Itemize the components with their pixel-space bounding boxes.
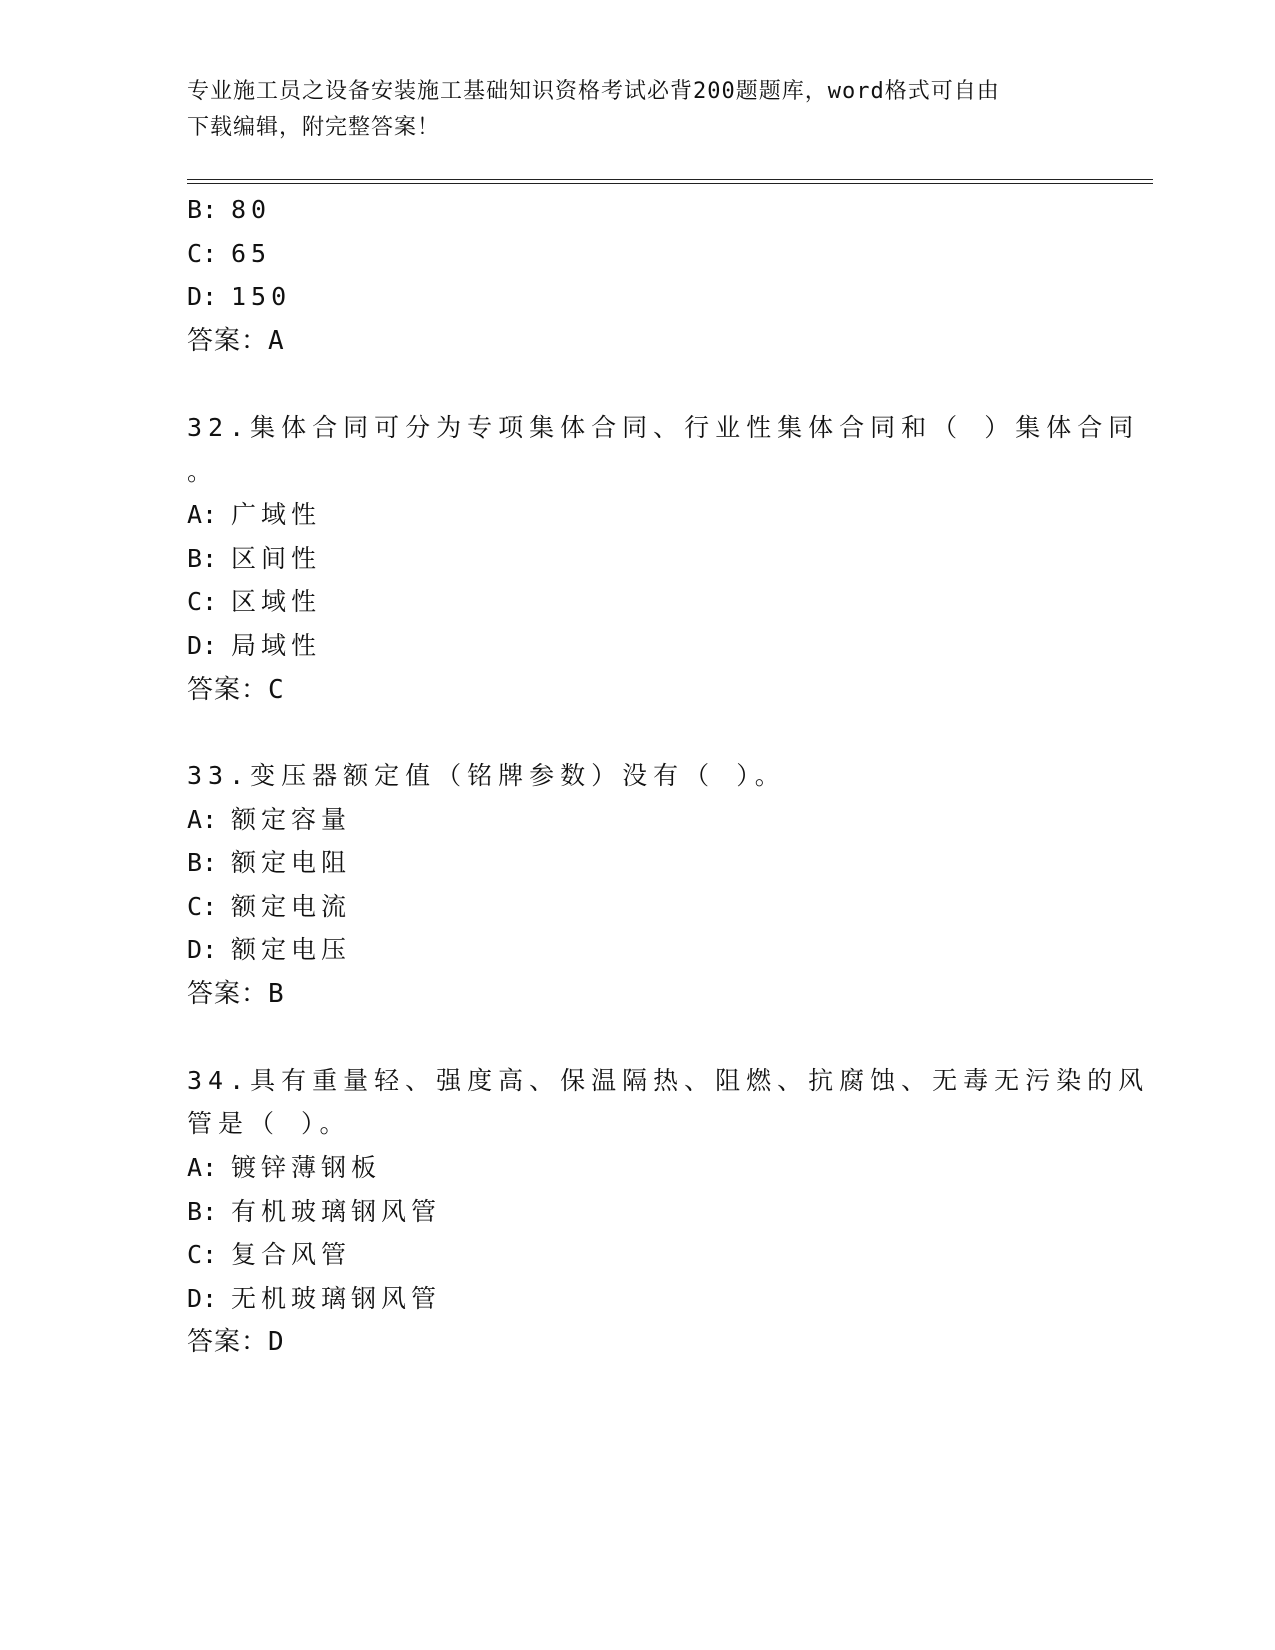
option-label: A: (187, 500, 218, 529)
question-32-stem-cont: 。 (187, 457, 219, 486)
option-label: C: (187, 239, 218, 268)
header-line-1: 专业施工员之设备安装施工基础知识资格考试必背200题题库，word格式可自由 (187, 79, 1000, 104)
option-a (187, 803, 351, 837)
option-text: 镀锌薄钢板 (231, 1153, 382, 1182)
option-text: 150 (231, 282, 292, 311)
option-label: B: (187, 544, 218, 573)
option-text: 局域性 (231, 631, 322, 660)
option-b (187, 193, 271, 227)
option-label: D: (187, 631, 218, 660)
question-33-stem: 33.变压器额定值（铭牌参数）没有（ ）。 (187, 761, 786, 790)
option-text: 区间性 (231, 544, 322, 573)
header-divider-bottom (187, 183, 1153, 184)
option-label: D: (187, 1284, 218, 1313)
option-b (187, 846, 351, 880)
option-c (187, 237, 271, 271)
option-label: A: (187, 805, 218, 834)
option-d (187, 280, 291, 314)
answer-line: 答案：B (187, 979, 285, 1009)
answer-line: 答案：D (187, 1327, 285, 1357)
option-label: A: (187, 1153, 218, 1182)
option-label: D: (187, 282, 218, 311)
option-text: 区域性 (231, 587, 322, 616)
option-a (187, 498, 321, 532)
option-text: 无机玻璃钢风管 (231, 1284, 442, 1313)
option-label: B: (187, 1197, 218, 1226)
answer-line: 答案：A (187, 326, 285, 356)
option-text: 广域性 (231, 500, 322, 529)
option-text: 80 (231, 195, 272, 224)
option-d (187, 629, 321, 663)
option-text: 65 (231, 239, 272, 268)
option-label: B: (187, 848, 218, 877)
header-divider-top (187, 179, 1153, 180)
document-header (187, 74, 1067, 146)
option-text: 额定电阻 (231, 848, 352, 877)
option-text: 额定电压 (231, 935, 352, 964)
option-a (187, 1151, 381, 1185)
option-b (187, 542, 321, 576)
option-label: C: (187, 892, 218, 921)
question-32-stem: 32.集体合同可分为专项集体合同、行业性集体合同和（ ）集体合同 (187, 413, 1140, 442)
question-34-stem-cont: 管是（ ）。 (187, 1109, 351, 1138)
option-text: 复合风管 (231, 1240, 352, 1269)
option-c (187, 890, 351, 924)
option-b (187, 1195, 441, 1229)
option-label: D: (187, 935, 218, 964)
option-c (187, 585, 321, 619)
option-text: 额定电流 (231, 892, 352, 921)
option-d (187, 1282, 441, 1316)
answer-line: 答案：C (187, 675, 285, 705)
option-label: C: (187, 587, 218, 616)
header-line-2: 下载编辑，附完整答案！ (187, 115, 441, 140)
option-text: 额定容量 (231, 805, 352, 834)
option-c (187, 1238, 351, 1272)
option-d (187, 933, 351, 967)
option-label: B: (187, 195, 218, 224)
option-label: C: (187, 1240, 218, 1269)
option-text: 有机玻璃钢风管 (231, 1197, 442, 1226)
question-34-stem: 34.具有重量轻、强度高、保温隔热、阻燃、抗腐蚀、无毒无污染的风 (187, 1066, 1150, 1095)
